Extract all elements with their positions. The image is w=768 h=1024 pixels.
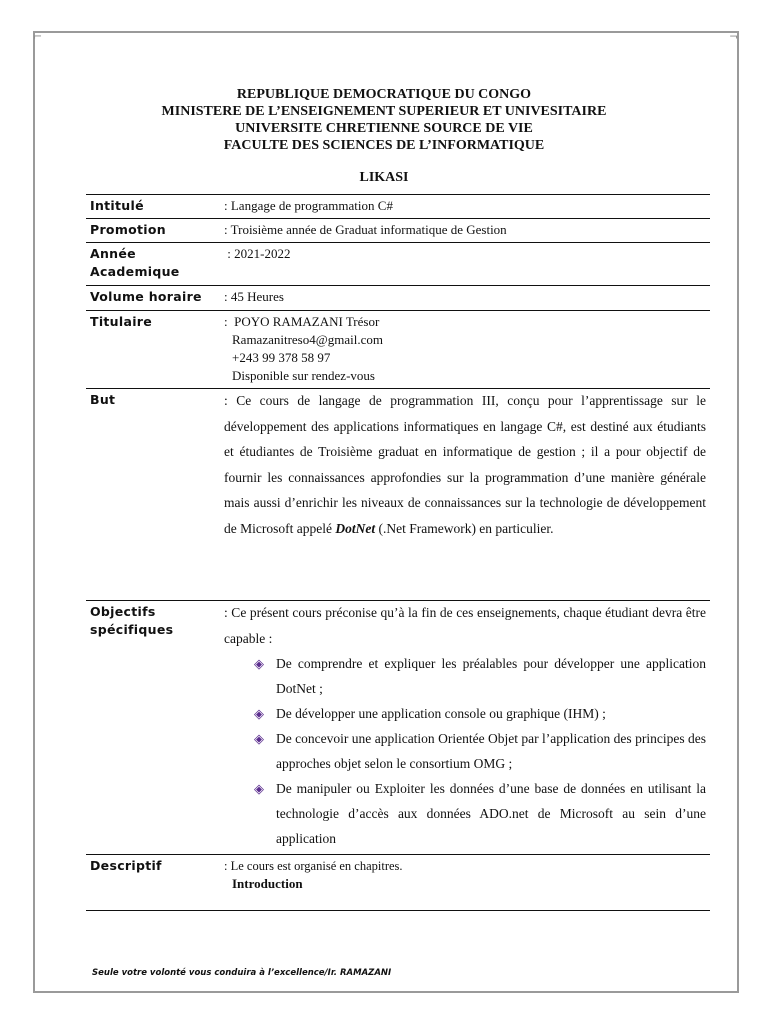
- label-promotion: Promotion: [86, 219, 222, 243]
- objectif-text: De développer une application console ou graphique (IHM) ;: [276, 706, 606, 721]
- value-but: [222, 389, 710, 601]
- footer-motto: Seule votre volonté vous conduira à l’excellence/Ir. RAMAZANI: [92, 968, 392, 978]
- label-annee-line1: Année: [90, 246, 136, 261]
- value-descriptif: [222, 855, 710, 911]
- but-paragraph: [224, 388, 706, 541]
- row-promotion: [86, 219, 710, 243]
- row-but: [86, 389, 710, 601]
- label-intitule: Intitulé: [86, 195, 222, 219]
- objectif-text: De concevoir une application Orientée Objet par l’application des principes des approches objet selon le consortium OMG ;: [276, 731, 706, 771]
- titulaire-email: Ramazanitreso4@gmail.com: [232, 332, 383, 347]
- objectif-bullet: [254, 776, 706, 851]
- row-descriptif: [86, 855, 710, 911]
- diamond-bullet-icon: ◈: [254, 656, 264, 671]
- objectif-bullet: [254, 701, 706, 726]
- row-objectifs: [86, 601, 710, 855]
- label-objectifs-line1: Objectifs: [90, 604, 156, 619]
- diamond-bullet-icon: ◈: [254, 706, 264, 721]
- label-objectifs: [86, 601, 222, 855]
- diamond-bullet-icon: ◈: [254, 781, 264, 796]
- city-title: LIKASI: [359, 170, 409, 185]
- corner-mark-top-right: ¬: [729, 30, 739, 43]
- value-intitule: : Langage de programmation C#: [222, 195, 710, 219]
- but-text-dotnet: DotNet: [335, 520, 376, 536]
- header-line-university: UNIVERSITE CHRETIENNE SOURCE DE VIE: [235, 121, 533, 136]
- value-objectifs: [222, 601, 710, 855]
- descriptif-text: : Le cours est organisé en chapitres.: [224, 859, 403, 873]
- titulaire-name: : POYO RAMAZANI Trésor: [224, 314, 380, 329]
- value-annee: : 2021-2022: [222, 243, 710, 286]
- descriptif-heading: Introduction: [232, 876, 303, 891]
- label-annee: [86, 243, 222, 286]
- label-annee-line2: Academique: [90, 264, 180, 279]
- header-line-republic: REPUBLIQUE DEMOCRATIQUE DU CONGO: [236, 87, 532, 102]
- diamond-bullet-icon: ◈: [254, 731, 264, 746]
- objectif-bullet: [254, 726, 706, 776]
- course-info-table: [86, 194, 710, 911]
- row-volume: [86, 286, 710, 311]
- but-text-after: (.Net Framework) en particulier.: [375, 520, 554, 536]
- titulaire-availability: Disponible sur rendez-vous: [232, 368, 375, 383]
- objectif-text: De comprendre et expliquer les préalables pour développer une application DotNet ;: [276, 656, 706, 696]
- objectif-bullet: [254, 651, 706, 701]
- titulaire-phone: +243 99 378 58 97: [232, 350, 331, 365]
- row-titulaire: [86, 311, 710, 389]
- header-line-faculty: FACULTE DES SCIENCES DE L’INFORMATIQUE: [223, 138, 545, 153]
- value-volume: : 45 Heures: [222, 286, 710, 311]
- label-but: But: [86, 389, 222, 601]
- label-descriptif: Descriptif: [86, 855, 222, 911]
- corner-mark-top-left: ⌐: [33, 30, 43, 43]
- document-header: [0, 86, 768, 154]
- but-text-before: : Ce cours de langage de programmation III, conçu pour l’apprentissage sur le développement des applications informatiques en langage C#, est destiné aux étudiants et étudiantes de Troisième graduat en informatique de gestion ; il a pour objectif de fournir les connaissances approfondies sur la programmation d’une manière générale mais aussi d’enrichir les niveaux de connaissances sur la technologie de développement de Microsoft appelé: [224, 393, 706, 536]
- row-annee: [86, 243, 710, 286]
- label-objectifs-line2: spécifiques: [90, 622, 174, 637]
- value-promotion: : Troisième année de Graduat informatique de Gestion: [222, 219, 710, 243]
- value-titulaire: [222, 311, 710, 389]
- label-titulaire: Titulaire: [86, 311, 222, 389]
- objectifs-intro: : Ce présent cours préconise qu’à la fin de ces enseignements, chaque étudiant devra être capable :: [224, 605, 706, 646]
- row-intitule: [86, 195, 710, 219]
- objectif-text: De manipuler ou Exploiter les données d’une base de données en utilisant la technologie d’accès aux données ADO.net de Microsoft au sein d’une application: [276, 781, 706, 846]
- label-volume: Volume horaire: [86, 286, 222, 311]
- header-line-ministry: MINISTERE DE L’ENSEIGNEMENT SUPERIEUR ET UNIVESITAIRE: [161, 104, 607, 119]
